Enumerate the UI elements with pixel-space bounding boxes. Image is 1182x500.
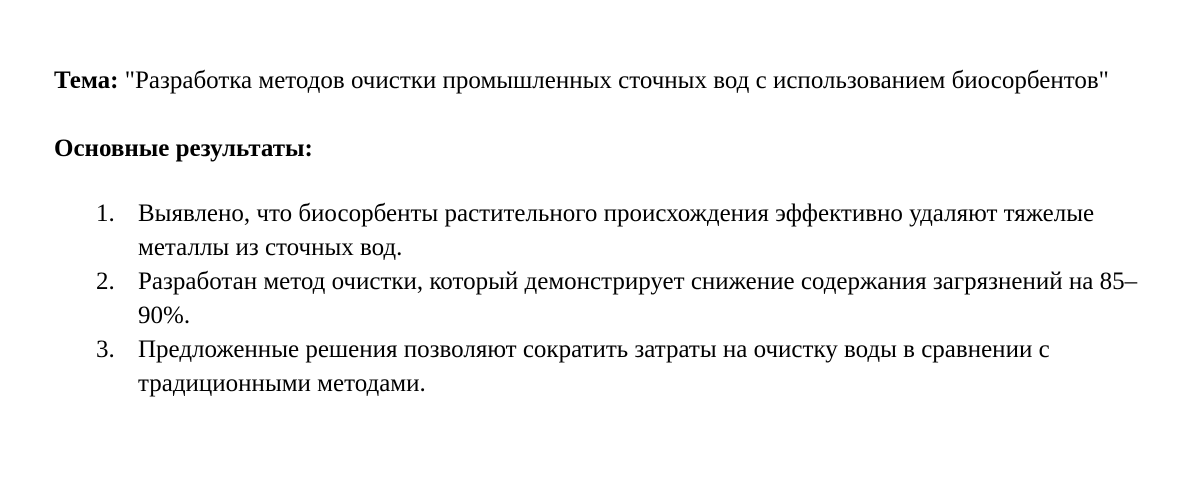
results-list	[54, 197, 1144, 401]
topic-paragraph	[54, 64, 1144, 98]
list-item-number: 1.	[96, 200, 115, 227]
list-item-number: 2.	[96, 268, 115, 295]
results-heading: Основные результаты:	[54, 135, 313, 162]
topic-label: Тема:	[54, 67, 119, 94]
list-item	[54, 265, 1144, 333]
list-item-text: Разработан метод очистки, который демонстрирует снижение содержания загрязнений на 85–90%.	[138, 268, 1138, 329]
list-item-number: 3.	[96, 336, 115, 363]
topic-text: "Разработка методов очистки промышленных сточных вод с использованием биосорбентов"	[124, 67, 1109, 94]
document-body	[54, 64, 1144, 401]
list-item-text: Предложенные решения позволяют сократить затраты на очистку воды в сравнении с традиционными методами.	[138, 336, 1050, 397]
list-item	[54, 333, 1144, 401]
list-item	[54, 197, 1144, 265]
list-item-text: Выявлено, что биосорбенты растительного происхождения эффективно удаляют тяжелые металлы из сточных вод.	[138, 200, 1095, 261]
